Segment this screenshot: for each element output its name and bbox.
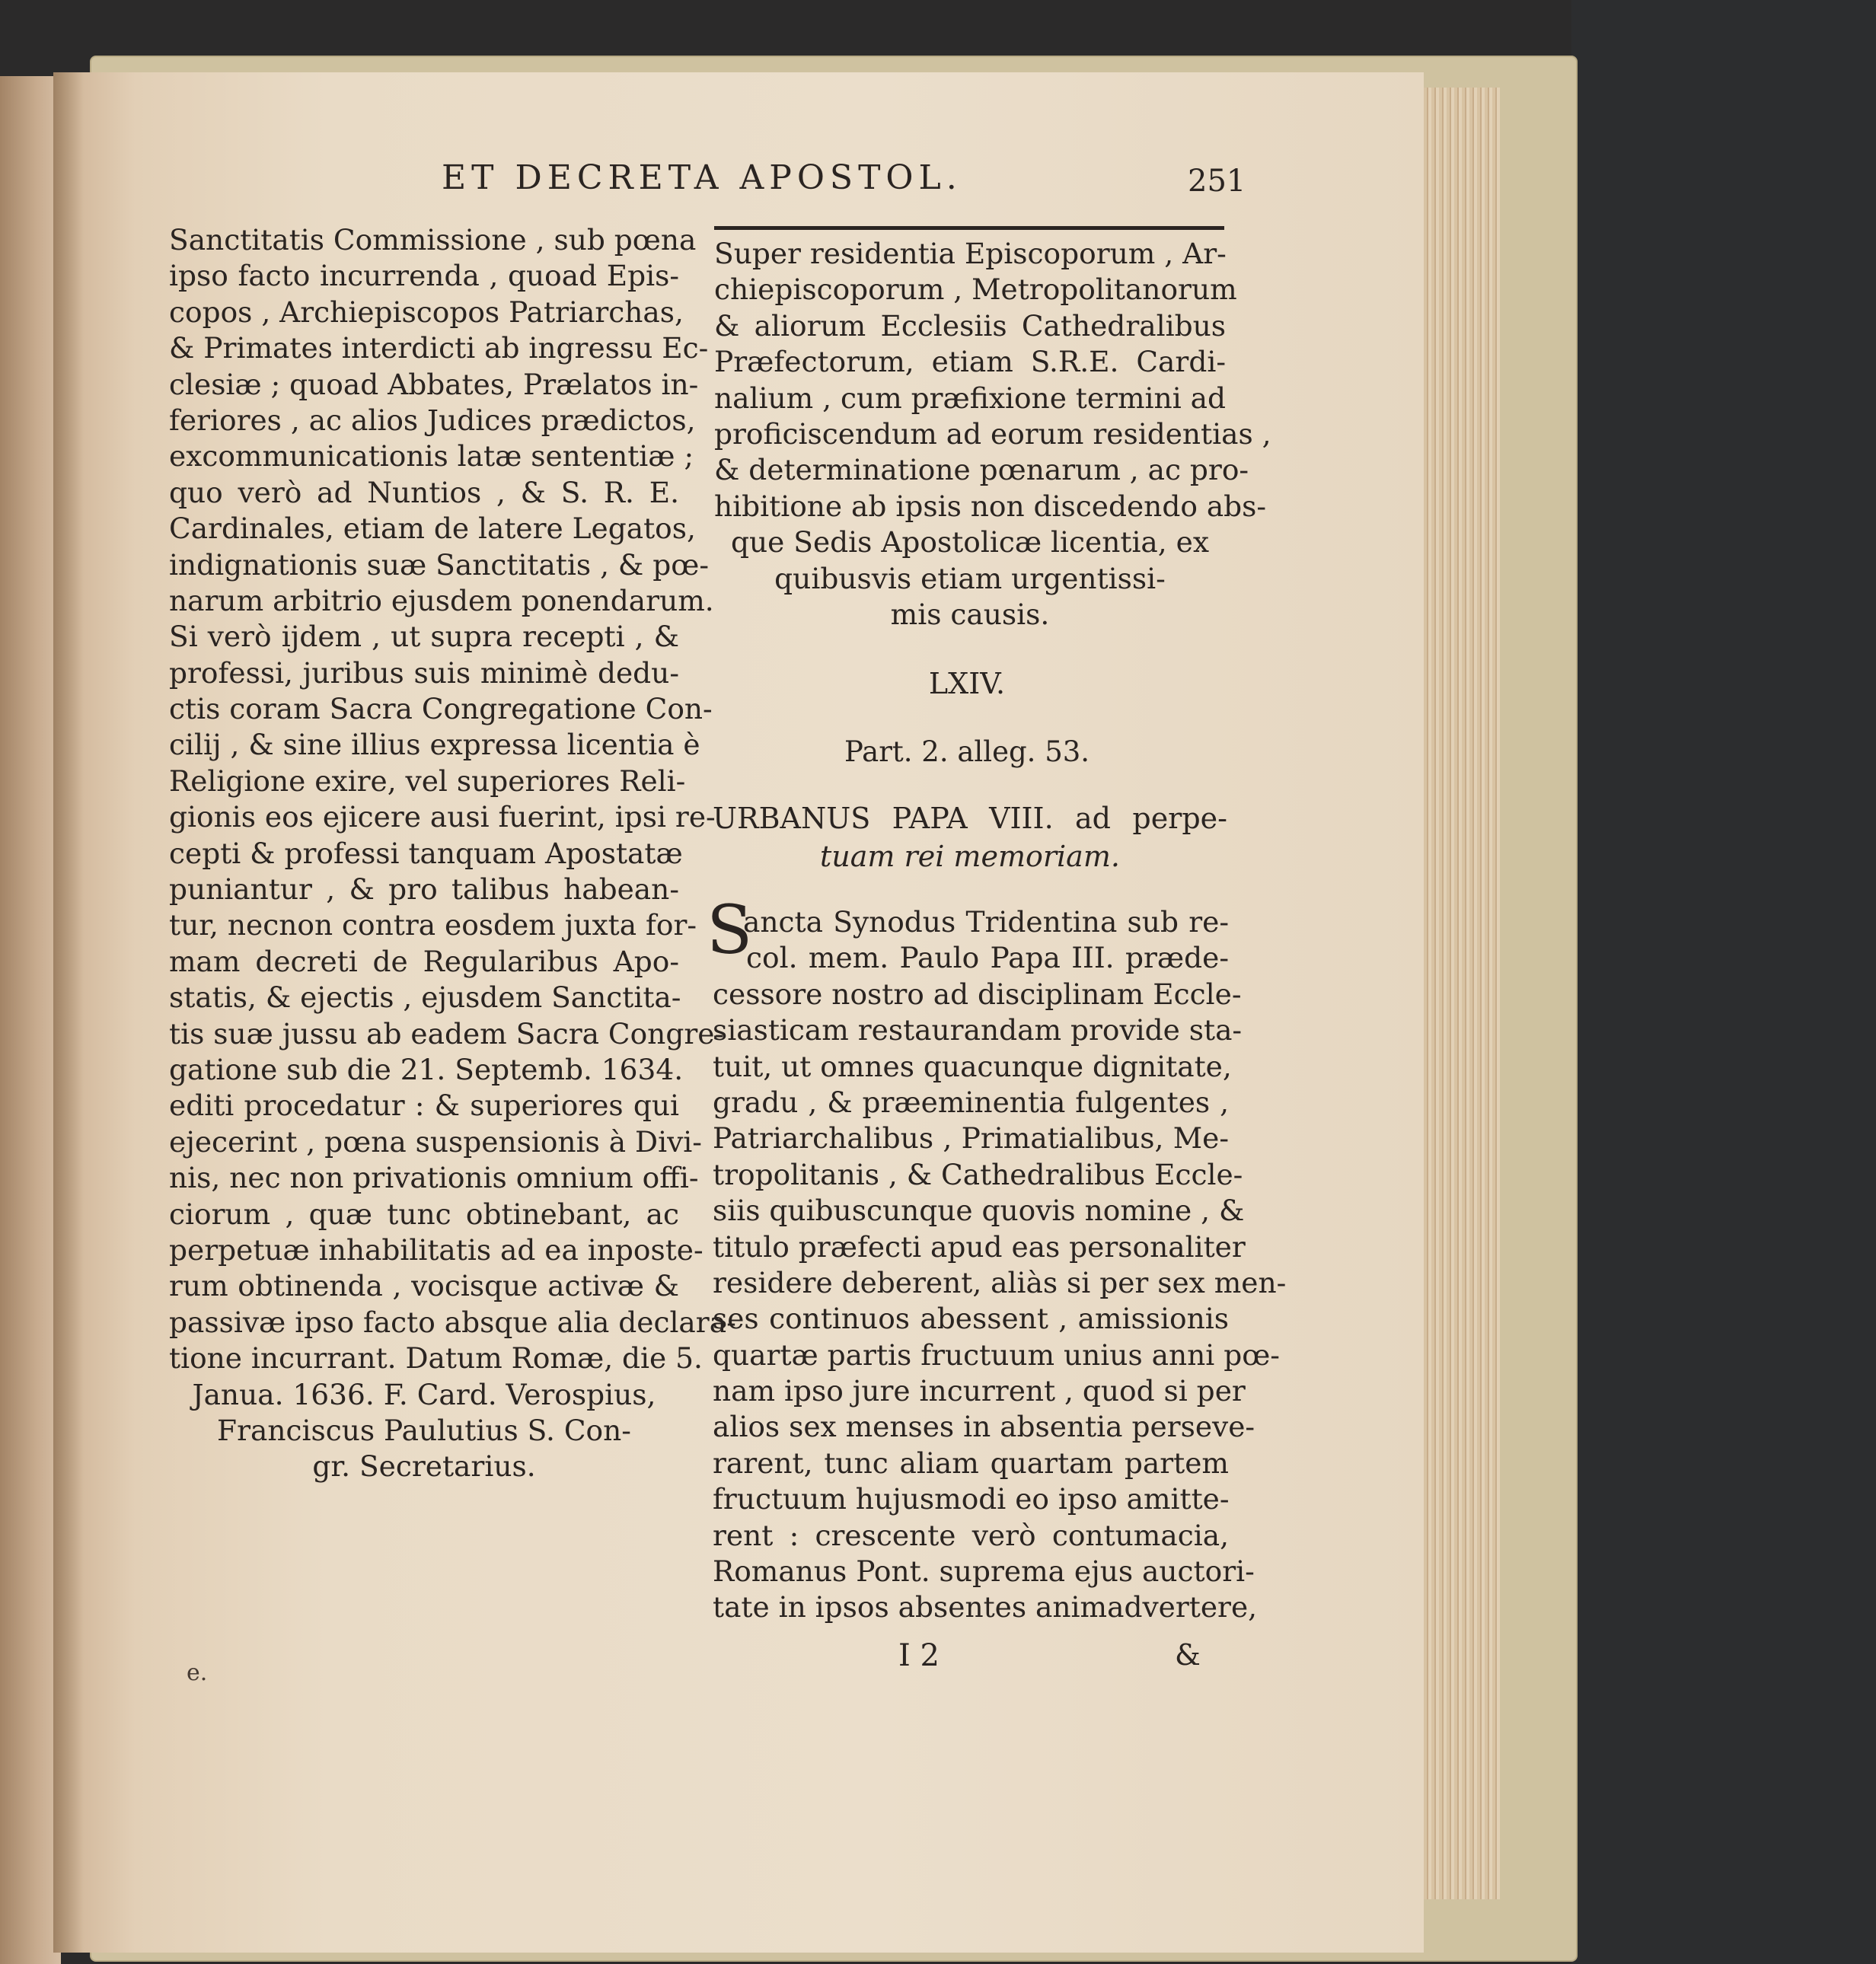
allegation-reference: Part. 2. alleg. 53.: [844, 735, 1090, 768]
running-head: ET DECRETA APOSTOL.: [442, 158, 962, 197]
signature-mark: I 2: [898, 1638, 940, 1673]
text-line: tur, necnon contra eosdem juxta for-: [169, 908, 697, 942]
text-line: Si verò ijdem , ut supra recepti , &: [169, 620, 679, 654]
header-rule: [714, 226, 1224, 230]
text-line: chiepiscoporum , Metropolitanorum: [714, 273, 1237, 307]
text-line: Religione exire, vel superiores Reli-: [169, 764, 686, 798]
text-line: mam decreti de Regularibus Apo-: [169, 944, 679, 978]
drop-initial: S: [707, 891, 753, 969]
text-line: puniantur , & pro talibus habean-: [169, 872, 679, 907]
text-line: cepti & professi tanquam Apostatæ: [169, 836, 683, 870]
text-line: & Primates interdicti ab ingressu Ec-: [169, 331, 709, 365]
text-line: nis, nec non privationis omnium offi-: [169, 1161, 699, 1195]
background-right: [1571, 0, 1876, 1964]
decree-heading-line-2: tuam rei memoriam.: [820, 840, 1120, 873]
facing-page-edge: [0, 76, 61, 1964]
right-column-text: [713, 904, 1287, 1626]
text-line: feriores , ac alios Judices prædictos,: [169, 403, 696, 437]
text-line: Sanctitatis Commissione , sub pœna: [169, 223, 697, 257]
text-line: ciorum , quæ tunc obtinebant, ac: [169, 1197, 679, 1231]
page-number: 251: [1188, 164, 1246, 199]
text-line: nalium , cum præfixione termini ad: [714, 381, 1226, 415]
text-line: Patriarchalibus , Primatialibus, Me-: [713, 1121, 1229, 1156]
catchword: &: [1175, 1638, 1201, 1672]
text-line: professi, juribus suis minimè dedu-: [169, 655, 679, 690]
text-line: & determinatione pœnarum , ac pro-: [714, 453, 1249, 487]
text-line: Cardinales, etiam de latere Legatos,: [169, 512, 696, 546]
text-line: ejecerint , pœna suspensionis à Divi-: [169, 1124, 702, 1159]
text-line: rent : crescente verò contumacia,: [713, 1518, 1229, 1552]
text-line: tuit, ut omnes quacunque dignitate,: [713, 1049, 1232, 1083]
text-line: col. mem. Paulo Papa III. præde-: [746, 941, 1229, 975]
text-line: rum obtinenda , vocisque activæ &: [169, 1269, 679, 1303]
text-line: quartæ partis fructuum unius anni pœ-: [713, 1337, 1280, 1372]
left-column-text: [169, 222, 736, 1485]
text-line: ses continuos abessent , amissionis: [713, 1302, 1229, 1336]
text-line: que Sedis Apostolicæ licentia, ex: [731, 525, 1209, 560]
text-line: ctis coram Sacra Congregatione Con-: [169, 692, 713, 726]
text-line: excommunicationis latæ sententiæ ;: [169, 439, 694, 473]
decree-heading-line-1: URBANUS PAPA VIII. ad perpe-: [713, 802, 1227, 835]
text-line: Super residentia Episcoporum , Ar-: [714, 237, 1227, 270]
spine-shadow: [53, 72, 84, 1953]
text-line: ipso facto incurrenda , quoad Epis-: [169, 259, 679, 293]
text-line: cessore nostro ad disciplinam Eccle-: [713, 977, 1242, 1011]
section-summary: [714, 236, 1271, 633]
text-line: gradu , & præeminentia fulgentes ,: [713, 1085, 1229, 1119]
text-line: residere deberent, aliàs si per sex men-: [713, 1265, 1287, 1299]
text-line: gionis eos ejicere ausi fuerint, ipsi re-: [169, 800, 716, 834]
bottom-mark: e.: [187, 1660, 208, 1686]
text-line: tione incurrant. Datum Romæ, die 5.: [169, 1341, 703, 1376]
decree-heading: [713, 799, 1227, 875]
text-line: hibitione ab ipsis non discedendo abs-: [714, 489, 1267, 523]
text-line: gr. Secretarius.: [312, 1449, 536, 1484]
text-line: & aliorum Ecclesiis Cathedralibus: [714, 308, 1226, 343]
text-line: Præfectorum, etiam S.R.E. Cardi-: [714, 345, 1226, 379]
text-line: statis, & ejectis , ejusdem Sanctita-: [169, 980, 681, 1015]
text-line: nam ipso jure incurrent , quod si per: [713, 1374, 1246, 1408]
text-line: quo verò ad Nuntios , & S. R. E.: [169, 475, 679, 509]
text-line: passivæ ipso facto absque alia declara-: [169, 1305, 736, 1339]
text-line: Romanus Pont. suprema ejus auctori-: [713, 1554, 1255, 1589]
text-line: alios sex menses in absentia perseve-: [713, 1410, 1255, 1444]
text-line: editi procedatur : & superiores qui: [169, 1089, 679, 1123]
section-number: LXIV.: [928, 667, 1006, 700]
text-line: Franciscus Paulutius S. Con-: [217, 1413, 631, 1447]
text-line: tate in ipsos absentes animadvertere,: [713, 1590, 1258, 1624]
text-line: cilij , & sine illius expressa licentia è: [169, 728, 700, 762]
text-line: mis causis.: [890, 597, 1050, 631]
text-line: siis quibuscunque quovis nomine , &: [713, 1194, 1245, 1228]
text-line: quibusvis etiam urgentissi-: [774, 561, 1166, 595]
text-line: ancta Synodus Tridentina sub re-: [743, 905, 1229, 939]
text-line: titulo præfecti apud eas personaliter: [713, 1229, 1246, 1264]
text-line: rarent, tunc aliam quartam partem: [713, 1446, 1229, 1480]
text-line: fructuum hujusmodi eo ipso amitte-: [713, 1482, 1230, 1516]
text-line: indignationis suæ Sanctitatis , & pœ-: [169, 547, 709, 582]
text-line: Janua. 1636. F. Card. Verospius,: [192, 1377, 656, 1411]
text-line: proficiscendum ad eorum residentias ,: [714, 416, 1271, 451]
text-line: gatione sub die 21. Septemb. 1634.: [169, 1052, 684, 1086]
text-line: copos , Archiepiscopos Patriarchas,: [169, 295, 684, 329]
text-line: siasticam restaurandam provide sta-: [713, 1013, 1243, 1047]
text-line: tis suæ jussu ab eadem Sacra Congre-: [169, 1016, 725, 1051]
text-line: perpetuæ inhabilitatis ad ea inposte-: [169, 1232, 704, 1267]
text-line: narum arbitrio ejusdem ponendarum.: [169, 583, 714, 617]
text-line: tropolitanis , & Cathedralibus Eccle-: [713, 1157, 1243, 1191]
text-line: clesiæ ; quoad Abbates, Prælatos in-: [169, 367, 699, 401]
